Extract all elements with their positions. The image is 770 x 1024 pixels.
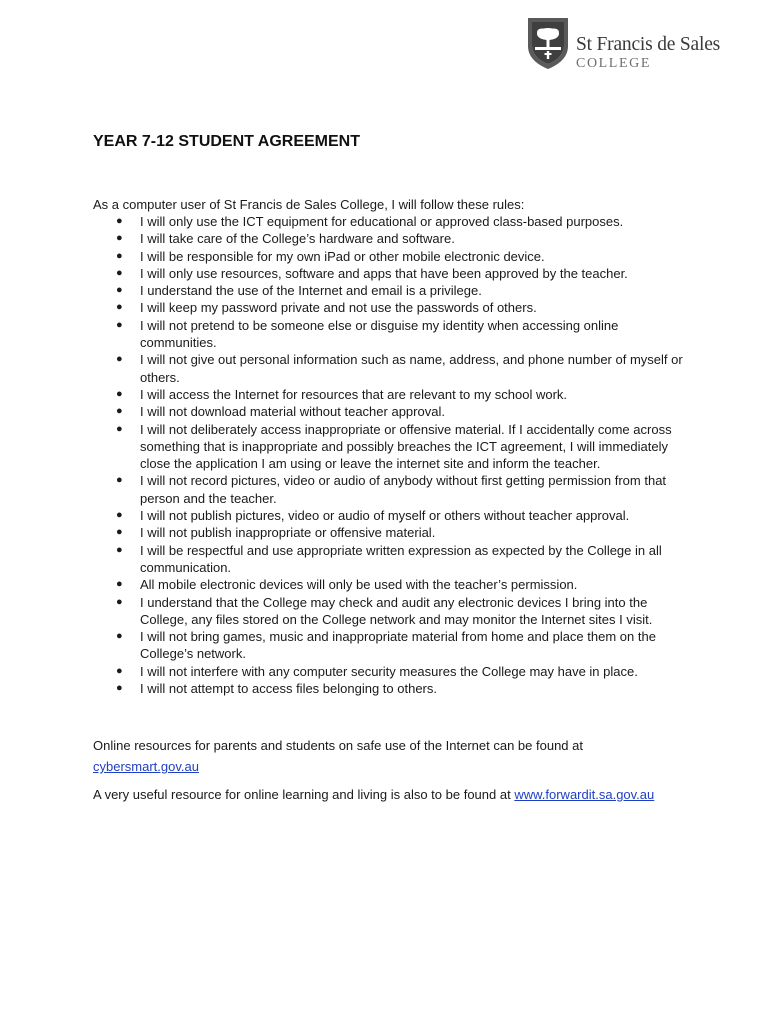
rule-item	[93, 663, 683, 680]
rule-text: I will not give out personal information such as name, address, and phone number of myself or others.	[140, 352, 683, 385]
college-name: St Francis de Sales	[576, 34, 721, 55]
rule-text: I will not publish pictures, video or audio of myself or others without teacher approval.	[140, 508, 630, 524]
bullet-icon: ●	[116, 318, 123, 331]
rule-text: I understand that the College may check and audit any electronic devices I bring into the College, any files stored on the College network and may monitor the Internet sites I visit.	[140, 594, 653, 627]
rule-text: I will not interfere with any computer security measures the College may have in place.	[140, 663, 638, 679]
bullet-icon: ●	[116, 405, 123, 418]
rule-text: All mobile electronic devices will only be used with the teacher’s permission.	[140, 577, 578, 593]
bullet-icon: ●	[116, 249, 123, 262]
rule-text: I will only use the ICT equipment for educational or approved class-based purposes.	[140, 214, 624, 229]
rule-item	[93, 594, 683, 629]
rule-text: I understand the use of the Internet and email is a privilege.	[140, 283, 482, 299]
bullet-icon: ●	[116, 266, 123, 279]
cybersmart-link[interactable]: cybersmart.gov.au	[93, 759, 199, 774]
online-resources-paragraph	[93, 735, 693, 777]
rule-item	[93, 421, 683, 473]
rule-item	[93, 628, 683, 663]
rule-text: I will not bring games, music and inappropriate material from home and place them on the College’s network.	[140, 629, 656, 662]
online-resources-text: Online resources for parents and students on safe use of the Internet can be found at	[93, 738, 583, 753]
rule-text: I will access the Internet for resources that are relevant to my school work.	[140, 386, 568, 402]
intro-text: As a computer user of St Francis de Sales College, I will follow these rules:	[93, 197, 525, 212]
rule-item	[93, 317, 683, 352]
bullet-icon: ●	[116, 301, 123, 314]
rule-item	[93, 282, 683, 299]
rule-text: I will keep my password private and not use the passwords of others.	[140, 300, 537, 316]
bullet-icon: ●	[116, 474, 123, 487]
rule-item	[93, 524, 683, 541]
rule-item	[93, 230, 683, 247]
bullet-icon: ●	[116, 232, 123, 245]
rule-text: I will take care of the College’s hardware and software.	[140, 231, 455, 247]
rule-item	[93, 403, 683, 420]
bullet-icon: ●	[116, 215, 123, 227]
rule-item	[93, 680, 683, 697]
rule-item	[93, 386, 683, 403]
rule-item	[93, 248, 683, 265]
rule-item	[93, 576, 683, 593]
rule-item	[93, 299, 683, 316]
bullet-icon: ●	[116, 353, 123, 366]
bullet-icon: ●	[116, 682, 123, 695]
bullet-icon: ●	[116, 284, 123, 297]
rules-list	[93, 213, 683, 697]
rule-text: I will not pretend to be someone else or disguise my identity when accessing online communities.	[140, 317, 619, 351]
page-title: YEAR 7-12 STUDENT AGREEMENT	[93, 133, 360, 150]
rule-text: I will not record pictures, video or audio of anybody without first getting permission from that person and the teacher.	[140, 473, 667, 506]
rule-item	[93, 213, 683, 230]
bullet-icon: ●	[116, 578, 123, 591]
college-subtitle: COLLEGE	[576, 56, 651, 71]
college-shield-icon	[526, 16, 570, 70]
bullet-icon: ●	[116, 509, 123, 522]
rule-item	[93, 507, 683, 524]
bullet-icon: ●	[116, 595, 123, 608]
rule-text: I will not download material without teacher approval.	[140, 404, 445, 420]
rule-item	[93, 265, 683, 282]
bullet-icon: ●	[116, 664, 123, 677]
college-logo	[526, 14, 726, 76]
rule-text: I will only use resources, software and apps that have been approved by the teacher.	[140, 265, 628, 281]
bullet-icon: ●	[116, 387, 123, 400]
bullet-icon: ●	[116, 422, 123, 435]
rule-item	[93, 472, 683, 507]
rule-text: I will not deliberately access inappropriate or offensive material. If I accidentally come across something that is inappropriate and possibly breaches the ICT agreement, I will immediately close the application I am using or leave the internet site and inform the teacher.	[140, 421, 672, 472]
rule-text: I will be respectful and use appropriate written expression as expected by the College in all communication.	[140, 542, 662, 575]
bullet-icon: ●	[116, 630, 123, 643]
rule-text: I will not attempt to access files belonging to others.	[140, 681, 437, 697]
bullet-icon: ●	[116, 543, 123, 556]
useful-resource-paragraph	[93, 786, 713, 803]
rule-item	[93, 542, 683, 577]
forwardit-link[interactable]: www.forwardit.sa.gov.au	[514, 787, 655, 802]
bullet-icon: ●	[116, 526, 123, 539]
rule-text: I will not publish inappropriate or offensive material.	[140, 525, 436, 541]
rule-item	[93, 351, 683, 386]
rule-text: I will be responsible for my own iPad or other mobile electronic device.	[140, 248, 545, 264]
useful-resource-text: A very useful resource for online learning and living is also to be found at	[93, 787, 511, 802]
